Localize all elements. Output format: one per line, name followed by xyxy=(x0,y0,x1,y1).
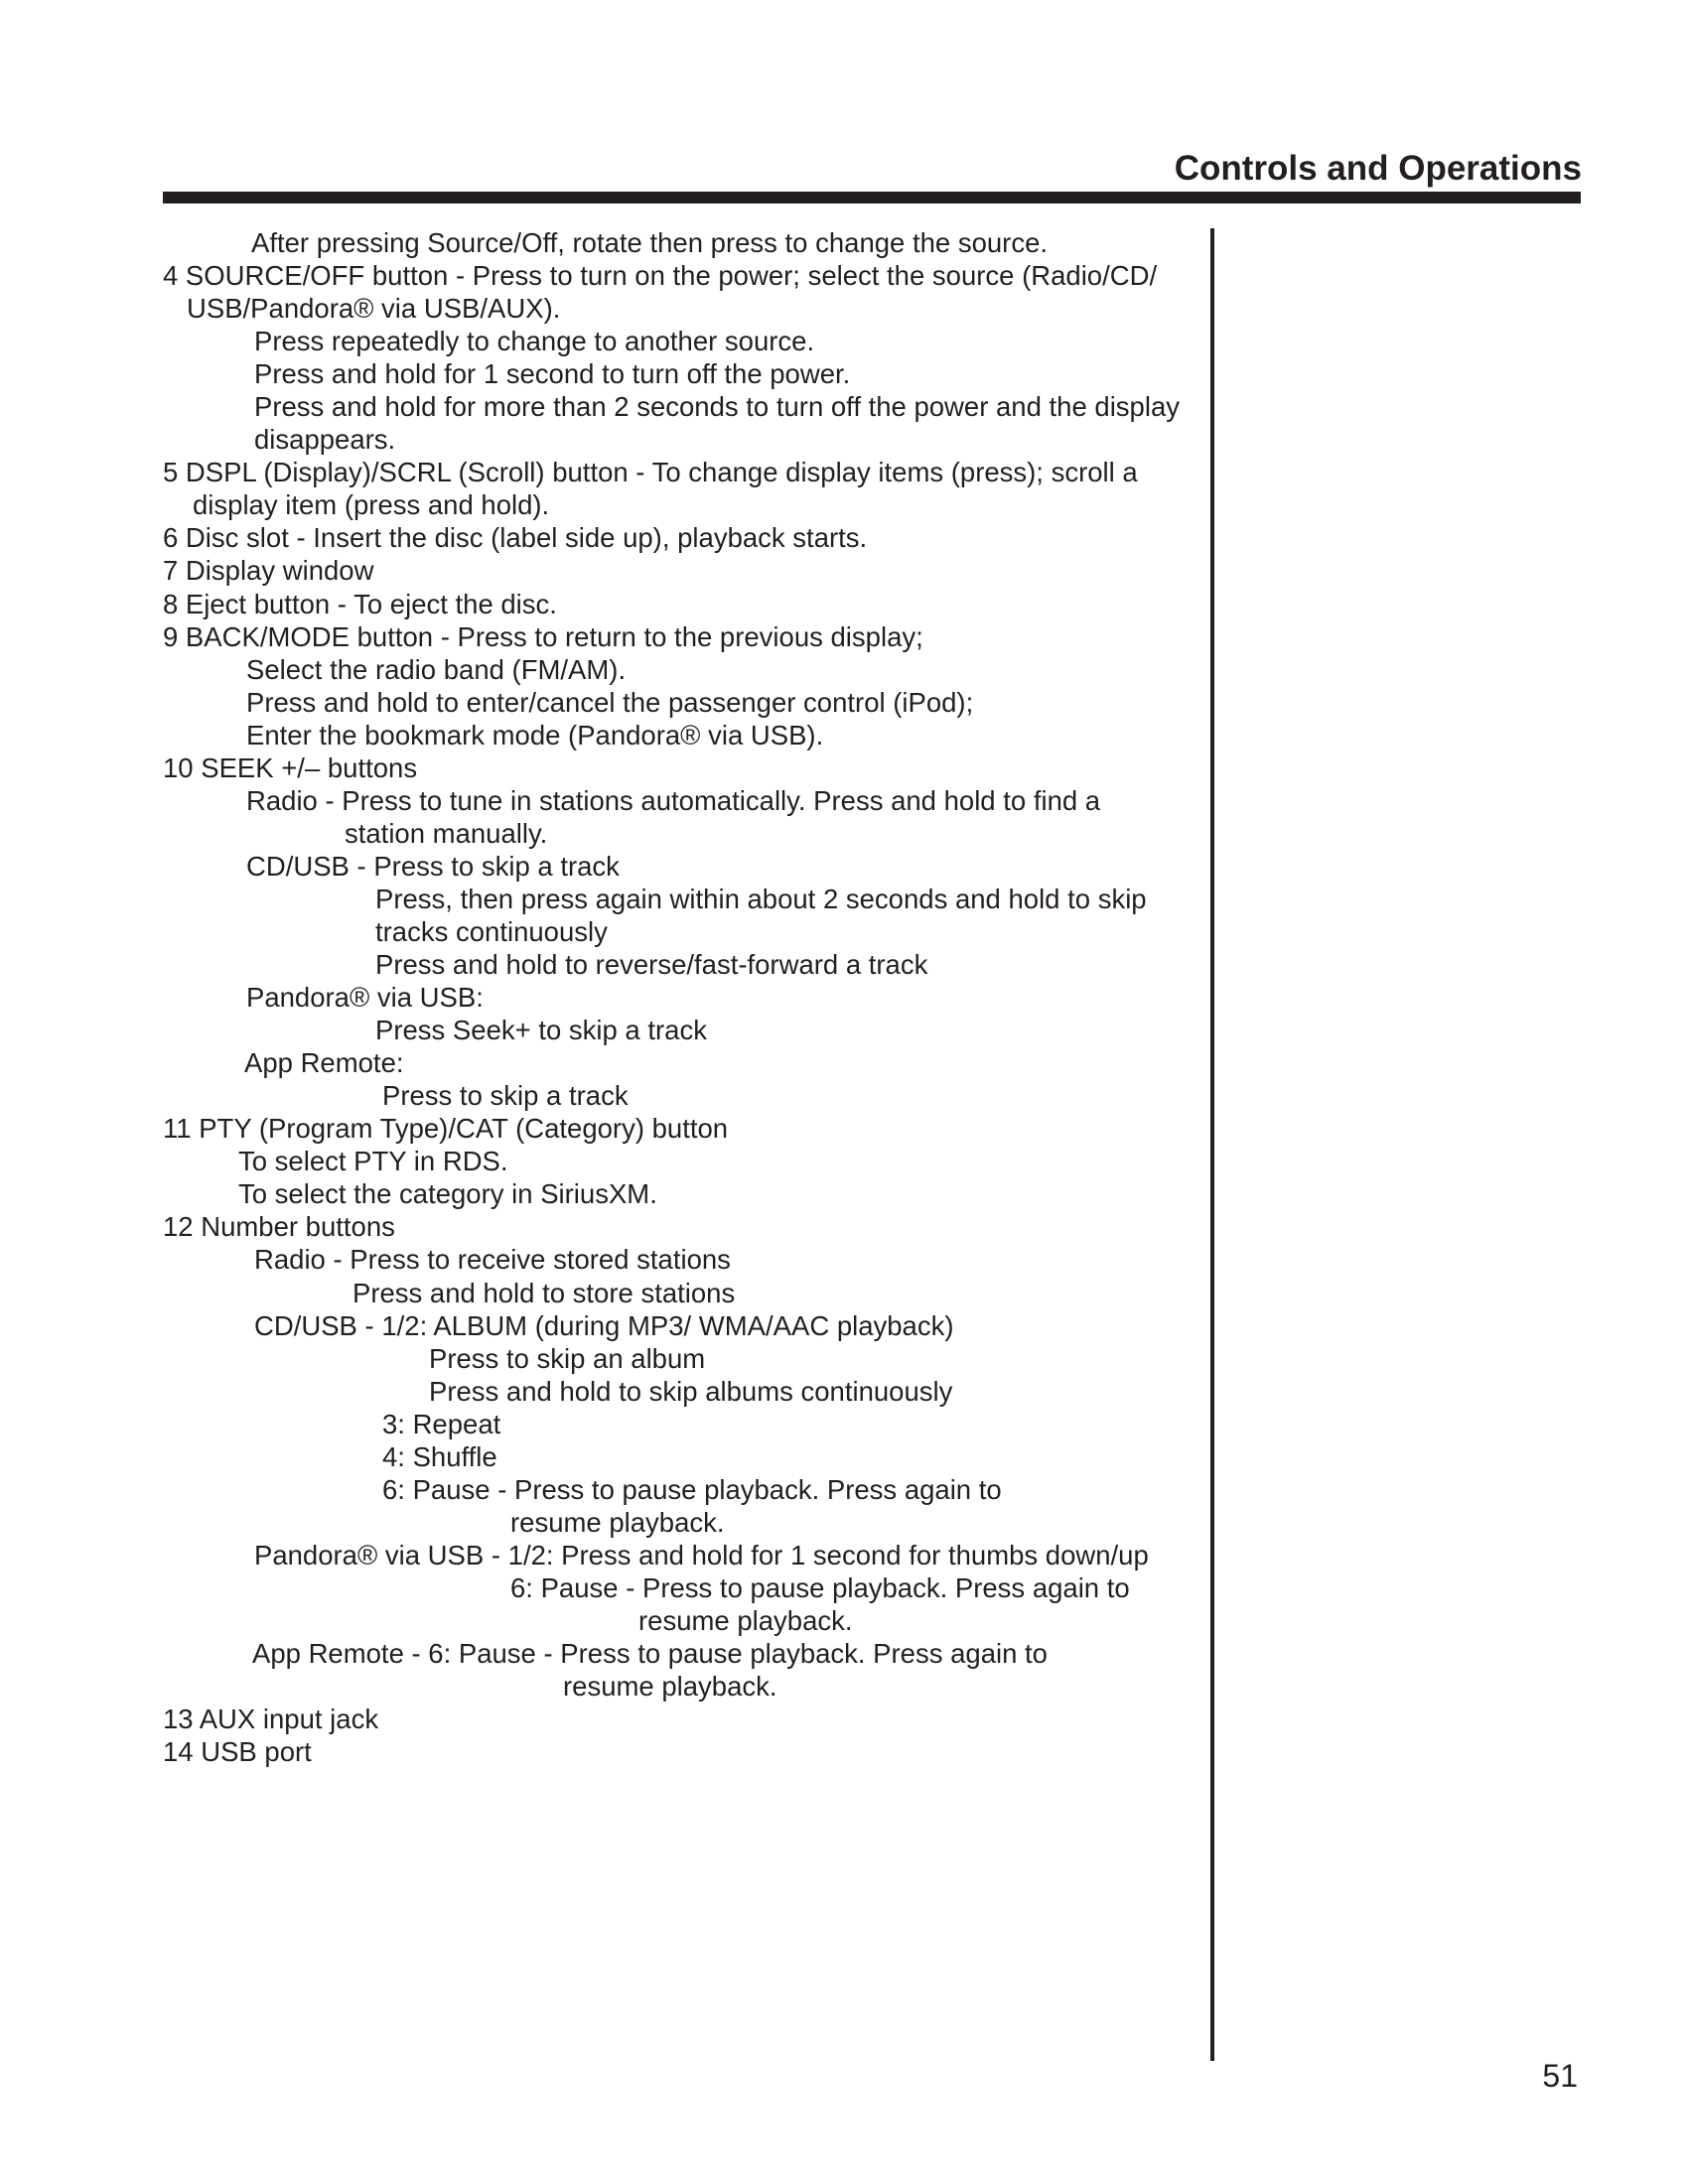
text-line: CD/USB - 1/2: ALBUM (during MP3/ WMA/AAC playback) xyxy=(254,1309,954,1341)
text-line: App Remote - 6: Pause - Press to pause playback. Press again to xyxy=(252,1638,1048,1670)
text-line: display item (press and hold). xyxy=(193,489,550,521)
text-line: Radio - Press to receive stored stations xyxy=(254,1244,731,1276)
text-line: 14 USB port xyxy=(163,1736,312,1768)
text-line: 5 DSPL (Display)/SCRL (Scroll) button - To change display items (press); scroll a xyxy=(163,457,1138,488)
text-line: Press and hold to reverse/fast-forward a track xyxy=(375,949,928,981)
text-line: CD/USB - Press to skip a track xyxy=(246,850,620,882)
text-line: Pandora® via USB: xyxy=(246,982,484,1014)
text-line: 9 BACK/MODE button - Press to return to the previous display; xyxy=(163,620,923,652)
text-line: 12 Number buttons xyxy=(163,1211,395,1243)
text-line: After pressing Source/Off, rotate then press to change the source. xyxy=(251,227,1049,258)
text-line: Press to skip an album xyxy=(429,1342,706,1374)
text-line: disappears. xyxy=(254,424,396,456)
text-line: Press and hold to enter/cancel the passenger control (iPod); xyxy=(246,686,974,718)
text-line: Press to skip a track xyxy=(382,1080,629,1112)
text-line: To select PTY in RDS. xyxy=(238,1146,508,1177)
text-line: Press repeatedly to change to another source. xyxy=(254,326,815,357)
text-line: Pandora® via USB - 1/2: Press and hold for 1 second for thumbs down/up xyxy=(254,1539,1149,1570)
body-text xyxy=(0,226,1206,1768)
text-line: resume playback. xyxy=(510,1506,725,1538)
text-line: 10 SEEK +/– buttons xyxy=(163,751,418,783)
text-line: App Remote: xyxy=(244,1047,404,1079)
page-number: 51 xyxy=(1542,2058,1578,2094)
text-line: 6 Disc slot - Insert the disc (label side up), playback starts. xyxy=(163,522,868,554)
text-line: Enter the bookmark mode (Pandora® via USB). xyxy=(246,719,824,751)
text-line: Radio - Press to tune in stations automatically. Press and hold to find a xyxy=(246,784,1101,816)
text-line: 6: Pause - Press to pause playback. Press again to xyxy=(382,1473,1002,1505)
text-line: tracks continuously xyxy=(375,915,608,947)
text-line: 13 AUX input jack xyxy=(163,1704,379,1735)
text-line: resume playback. xyxy=(638,1604,853,1636)
text-line: 4 SOURCE/OFF button - Press to turn on the power; select the source (Radio/CD/ xyxy=(163,260,1158,292)
text-line: Press and hold to store stations xyxy=(352,1277,736,1308)
text-line: 8 Eject button - To eject the disc. xyxy=(163,588,557,619)
text-line: USB/Pandora® via USB/AUX). xyxy=(187,293,561,325)
text-line: 6: Pause - Press to pause playback. Press again to xyxy=(510,1571,1130,1603)
text-line: Press and hold for more than 2 seconds to turn off the power and the display xyxy=(254,391,1181,423)
text-line: Press and hold for 1 second to turn off the power. xyxy=(254,358,851,390)
text-line: 11 PTY (Program Type)/CAT (Category) button xyxy=(163,1113,729,1145)
text-line: station manually. xyxy=(345,817,548,849)
header-rule xyxy=(163,192,1581,204)
text-line: 4: Shuffle xyxy=(382,1440,497,1472)
page-header-title: Controls and Operations xyxy=(1174,149,1582,188)
text-line: Press, then press again within about 2 seconds and hold to skip xyxy=(375,883,1147,914)
text-line: To select the category in SiriusXM. xyxy=(238,1178,657,1210)
text-line: resume playback. xyxy=(563,1671,777,1703)
text-line: Press Seek+ to skip a track xyxy=(375,1015,707,1046)
text-line: 3: Repeat xyxy=(382,1408,501,1439)
text-line: Press and hold to skip albums continuously xyxy=(429,1375,953,1407)
text-line: 7 Display window xyxy=(163,555,374,587)
text-line: Select the radio band (FM/AM). xyxy=(246,653,627,685)
